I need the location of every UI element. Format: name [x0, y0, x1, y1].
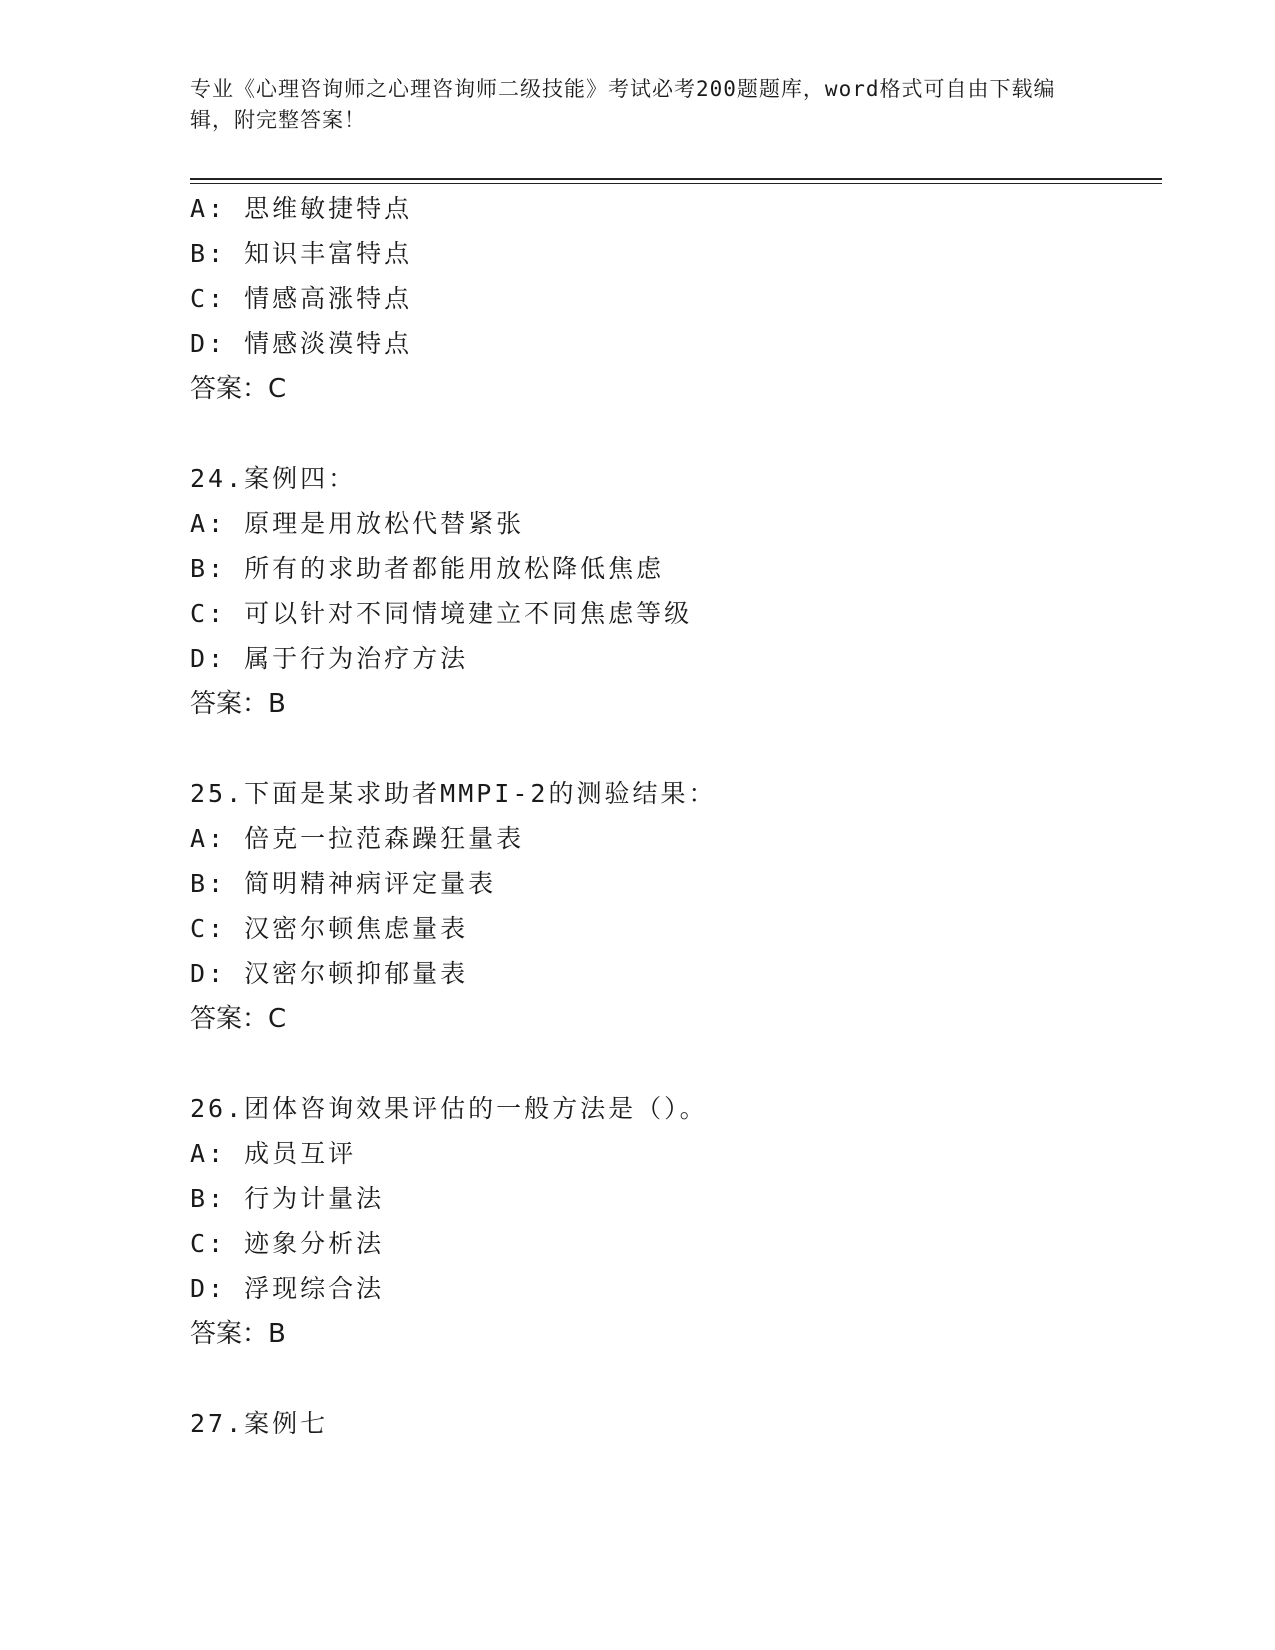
answer-line: 答案：C — [190, 1004, 287, 1034]
option-d: D: 属于行为治疗方法 — [190, 644, 469, 673]
option-d: D: 浮现综合法 — [190, 1274, 385, 1303]
option-c: C: 汉密尔顿焦虑量表 — [190, 914, 469, 943]
answer-line: 答案：B — [190, 689, 286, 719]
option-a: A: 原理是用放松代替紧张 — [190, 509, 525, 538]
option-c: C: 情感高涨特点 — [190, 284, 413, 313]
header-divider-thin — [190, 183, 1162, 184]
option-b: B: 所有的求助者都能用放松降低焦虑 — [190, 554, 665, 583]
option-b: B: 知识丰富特点 — [190, 239, 413, 268]
option-d: D: 情感淡漠特点 — [190, 329, 413, 358]
option-b: B: 行为计量法 — [190, 1184, 385, 1213]
option-a: A: 思维敏捷特点 — [190, 194, 413, 223]
question-stem: 24.案例四： — [190, 464, 357, 493]
option-a: A: 成员互评 — [190, 1139, 357, 1168]
option-c: C: 可以针对不同情境建立不同焦虑等级 — [190, 599, 693, 628]
answer-line: 答案：C — [190, 374, 287, 404]
document-header: 专业《心理咨询师之心理咨询师二级技能》考试必考200题题库，word格式可自由下载编辑，附完整答案！ — [190, 77, 1056, 132]
option-d: D: 汉密尔顿抑郁量表 — [190, 959, 469, 988]
question-stem: 26.团体咨询效果评估的一般方法是（）。 — [190, 1094, 708, 1123]
question-stem: 25.下面是某求助者MMPI-2的测验结果： — [190, 779, 717, 808]
option-c: C: 迹象分析法 — [190, 1229, 385, 1258]
question-stem: 27.案例七 — [190, 1409, 329, 1438]
option-a: A: 倍克一拉范森躁狂量表 — [190, 824, 525, 853]
option-b: B: 简明精神病评定量表 — [190, 869, 497, 898]
header-divider-thick — [190, 178, 1162, 180]
answer-line: 答案：B — [190, 1319, 286, 1349]
